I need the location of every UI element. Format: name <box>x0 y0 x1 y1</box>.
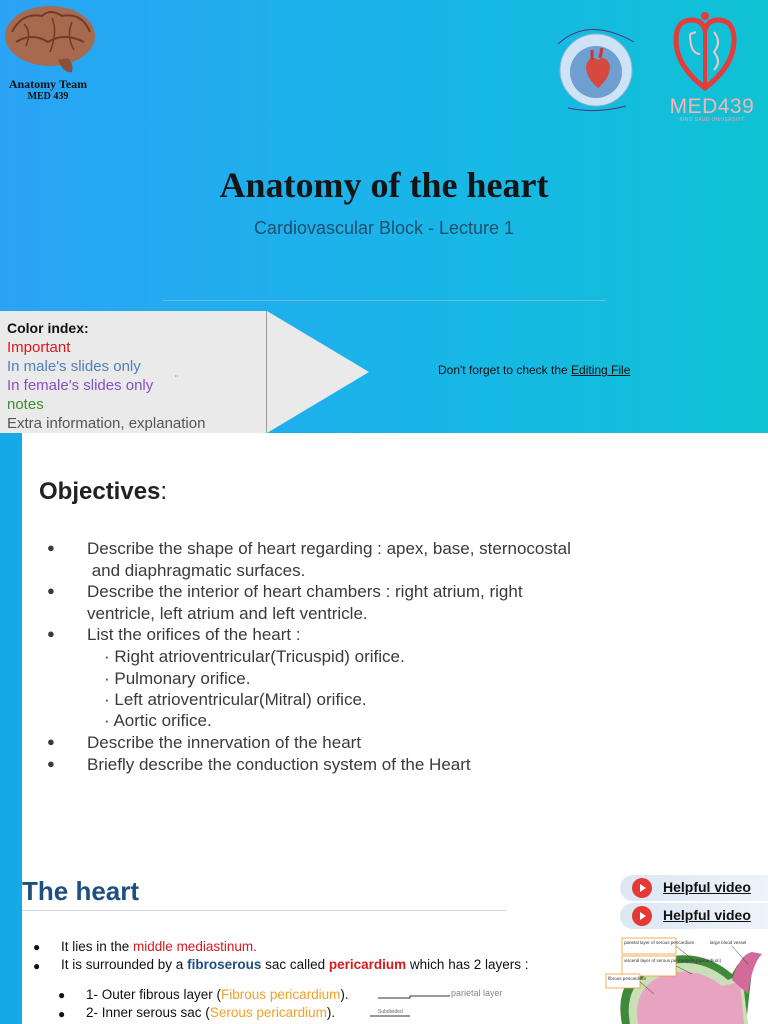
helpful-video-button-1[interactable] <box>620 875 768 901</box>
color-index-male: In male's slides only <box>7 358 141 375</box>
text: 2- Inner serous sac ( <box>86 1005 210 1020</box>
editing-file-note <box>438 363 630 377</box>
page-subtitle: Cardiovascular Block - Lecture 1 <box>253 218 515 238</box>
objectives-colon: : <box>160 478 168 505</box>
keyword-pericardium: pericardium <box>328 957 407 972</box>
helpful-video-label: Helpful video <box>663 907 751 923</box>
objective-line: Describe the innervation of the heart <box>87 733 362 752</box>
heart-bullet-1: ● <box>33 940 41 954</box>
heart-sub-bullet-2: ● <box>58 1007 66 1021</box>
parietal-layer-label: parietal layer <box>451 988 503 998</box>
text: It is surrounded by a <box>61 957 188 972</box>
editing-file-link[interactable]: Editing File <box>571 363 631 377</box>
objective-subline: · Right atrioventricular(Tricuspid) orifice. <box>104 647 405 666</box>
diagram-label: parietal layer of serous pericardium <box>624 940 695 945</box>
text: sac called <box>261 957 329 972</box>
color-index-female: In female's slides only <box>7 377 154 394</box>
left-accent-bar <box>0 433 22 1024</box>
brain-icon <box>2 2 98 78</box>
review-seal <box>548 14 648 114</box>
text: 1- Outer fibrous layer ( <box>86 987 222 1002</box>
brand-name: MED439 <box>669 95 755 118</box>
diagram-label: visceral layer of serous pericardium (epicardium) <box>624 958 722 963</box>
objective-line: Describe the shape of heart regarding : apex, base, sternocostal <box>87 539 571 558</box>
objective-subline: · Aortic orifice. <box>104 711 212 730</box>
color-index-notes: notes <box>7 396 44 413</box>
heart-bullet-2: ● <box>33 959 41 973</box>
text: It lies in the <box>61 939 134 954</box>
color-index-important: Important <box>7 339 71 356</box>
objective-line: and diaphragmatic surfaces. <box>87 561 306 580</box>
heart-sub-bullet-1: ● <box>58 988 66 1002</box>
team-course: MED 439 <box>27 91 69 102</box>
objective-subline: · Pulmonary orifice. <box>104 669 251 688</box>
objectives-heading <box>39 478 167 506</box>
heart-line-1 <box>61 939 257 954</box>
title-divider <box>162 300 606 301</box>
heart-divider <box>22 910 506 911</box>
team-name: Anatomy Team <box>8 77 88 91</box>
helpful-video-label: Helpful video <box>663 879 751 895</box>
bullet-2: ● <box>47 583 55 598</box>
bullet-3: ● <box>47 626 55 641</box>
notes-text: Serous pericardium <box>209 1005 327 1020</box>
objective-line: Describe the interior of heart chambers : right atrium, right <box>87 582 523 601</box>
heart-line-2 <box>61 957 528 972</box>
brand-subtitle: KING SAUD UNIVERSITY <box>679 117 745 123</box>
youtube-play-icon <box>632 878 652 898</box>
pericardium-diagram <box>602 934 768 1024</box>
bullet-5: ● <box>47 756 55 771</box>
color-index-mark: ¨ <box>175 374 178 384</box>
text: which has 2 layers : <box>406 957 529 972</box>
diagram-label: large blood vessel <box>710 940 747 945</box>
diagram-label: fibrous pericardium <box>608 976 647 981</box>
objective-subline: · Left atrioventricular(Mitral) orifice. <box>104 690 367 709</box>
team-label <box>0 78 96 102</box>
objective-line: ventricle, left atrium and left ventricle. <box>87 604 368 623</box>
important-text: middle mediastinum. <box>133 939 257 954</box>
notes-text: Fibrous pericardium <box>221 987 341 1002</box>
objectives-heading-text: Objectives <box>39 478 161 505</box>
objective-line: List the orifices of the heart : <box>87 625 301 644</box>
bullet-4: ● <box>47 734 55 749</box>
text: ). <box>340 987 349 1002</box>
youtube-play-icon <box>632 906 652 926</box>
helpful-video-button-2[interactable] <box>620 903 768 929</box>
med439-heart-logo <box>670 8 740 93</box>
bullet-1: ● <box>47 540 55 555</box>
color-index-arrow <box>267 311 369 433</box>
keyword-fibroserous: fibroserous <box>187 957 262 972</box>
text: ). <box>326 1005 336 1020</box>
subdivided-label: Subdivided <box>378 1009 403 1015</box>
page-title: Anatomy of the heart <box>219 165 549 205</box>
color-index-title: Color index: <box>7 320 89 336</box>
color-index-extra: Extra information, explanation <box>7 415 206 432</box>
editing-prefix: Don't forget to check the <box>438 363 572 377</box>
objective-line: Briefly describe the conduction system of the Heart <box>87 755 471 774</box>
bracket-lines <box>370 992 450 1024</box>
heart-heading: The heart <box>22 876 140 906</box>
heart-subline-2 <box>86 1005 335 1020</box>
heart-subline-1 <box>86 987 349 1002</box>
